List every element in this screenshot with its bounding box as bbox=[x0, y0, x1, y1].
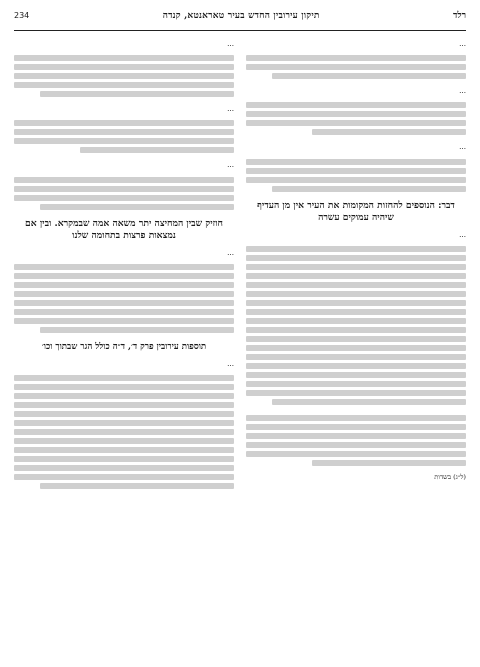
text-line bbox=[312, 129, 466, 135]
text-line bbox=[246, 363, 466, 369]
text-line bbox=[14, 411, 234, 417]
text-line bbox=[14, 474, 234, 480]
text-line bbox=[14, 73, 234, 79]
right-section-heading: דבר: הנוספים להחזות המקומות את העיר אין מן העדיף שיהיה עמוקים עשרה bbox=[257, 199, 455, 223]
text-line bbox=[40, 204, 234, 210]
text-line bbox=[246, 55, 466, 61]
text-line bbox=[40, 91, 234, 97]
text-line bbox=[14, 384, 234, 390]
left-column bbox=[14, 39, 234, 660]
text-line bbox=[14, 438, 234, 444]
left-section-heading-2: תוספות עירובין פרק ד׳, ד״ה כולל הגר שבתוך וכו׳ bbox=[41, 341, 207, 352]
text-line bbox=[246, 309, 466, 315]
left-paragraph-1: ... bbox=[227, 39, 234, 48]
text-line bbox=[14, 309, 234, 315]
text-line bbox=[246, 336, 466, 342]
left-paragraph-2: ... bbox=[227, 104, 234, 114]
text-line bbox=[246, 120, 466, 126]
text-line bbox=[80, 147, 234, 153]
text-line bbox=[246, 264, 466, 270]
text-line bbox=[246, 255, 466, 261]
text-line bbox=[14, 447, 234, 453]
text-line bbox=[14, 138, 234, 144]
page-number: 234 bbox=[14, 11, 30, 20]
left-section-heading: חוזיק שבין המחיצה יתר משאה אמה שבמקרא. ובין אם נמצאות פרצות בתחומה שלנו bbox=[25, 217, 223, 241]
text-line bbox=[246, 64, 466, 70]
text-line bbox=[272, 73, 466, 79]
text-line bbox=[14, 429, 234, 435]
right-paragraph-2: ... bbox=[459, 86, 466, 96]
text-line bbox=[14, 129, 234, 135]
text-line bbox=[246, 246, 466, 252]
header-title: תיקון עירובין החדש בעיר טאראנטא, קנדה bbox=[162, 11, 320, 21]
left-paragraph-3: ... bbox=[227, 160, 234, 170]
text-line bbox=[246, 111, 466, 117]
text-line bbox=[40, 327, 234, 333]
right-note: (ל״ג) בשדות bbox=[434, 472, 466, 481]
text-line bbox=[14, 456, 234, 462]
text-line bbox=[14, 120, 234, 126]
text-line bbox=[246, 300, 466, 306]
text-line bbox=[246, 345, 466, 351]
text-line bbox=[246, 159, 466, 165]
text-line bbox=[14, 402, 234, 408]
text-line bbox=[246, 390, 466, 396]
text-line bbox=[14, 375, 234, 381]
text-line bbox=[246, 381, 466, 387]
text-line bbox=[246, 282, 466, 288]
text-line bbox=[14, 282, 234, 288]
text-line bbox=[14, 393, 234, 399]
text-line bbox=[246, 415, 466, 421]
text-line bbox=[14, 273, 234, 279]
right-paragraph-1: ... bbox=[459, 39, 466, 48]
text-line bbox=[246, 327, 466, 333]
text-line bbox=[246, 168, 466, 174]
header-right-label: רלד bbox=[453, 11, 466, 21]
text-line bbox=[246, 177, 466, 183]
right-paragraph-3: ... bbox=[459, 142, 466, 152]
left-paragraph-after: ... bbox=[227, 247, 234, 257]
running-header bbox=[14, 10, 466, 31]
text-line bbox=[246, 451, 466, 457]
text-line bbox=[246, 273, 466, 279]
text-line bbox=[14, 291, 234, 297]
text-line bbox=[14, 177, 234, 183]
text-line bbox=[246, 102, 466, 108]
text-line bbox=[14, 300, 234, 306]
text-line bbox=[14, 465, 234, 471]
text-line bbox=[246, 442, 466, 448]
text-line bbox=[272, 186, 466, 192]
text-line bbox=[246, 433, 466, 439]
text-line bbox=[14, 264, 234, 270]
text-line bbox=[14, 82, 234, 88]
text-line bbox=[40, 483, 234, 489]
text-line bbox=[272, 399, 466, 405]
right-column bbox=[246, 39, 466, 660]
text-line bbox=[246, 291, 466, 297]
text-line bbox=[14, 55, 234, 61]
text-line bbox=[246, 372, 466, 378]
text-line bbox=[246, 424, 466, 430]
text-line bbox=[246, 318, 466, 324]
text-line bbox=[14, 186, 234, 192]
two-column-body bbox=[14, 39, 466, 660]
right-paragraph-after: ... bbox=[459, 229, 466, 239]
text-line bbox=[246, 354, 466, 360]
left-paragraph-final: ... bbox=[227, 358, 234, 368]
text-line bbox=[14, 64, 234, 70]
text-line bbox=[312, 460, 466, 466]
text-line bbox=[14, 420, 234, 426]
text-line bbox=[14, 195, 234, 201]
text-line bbox=[14, 318, 234, 324]
